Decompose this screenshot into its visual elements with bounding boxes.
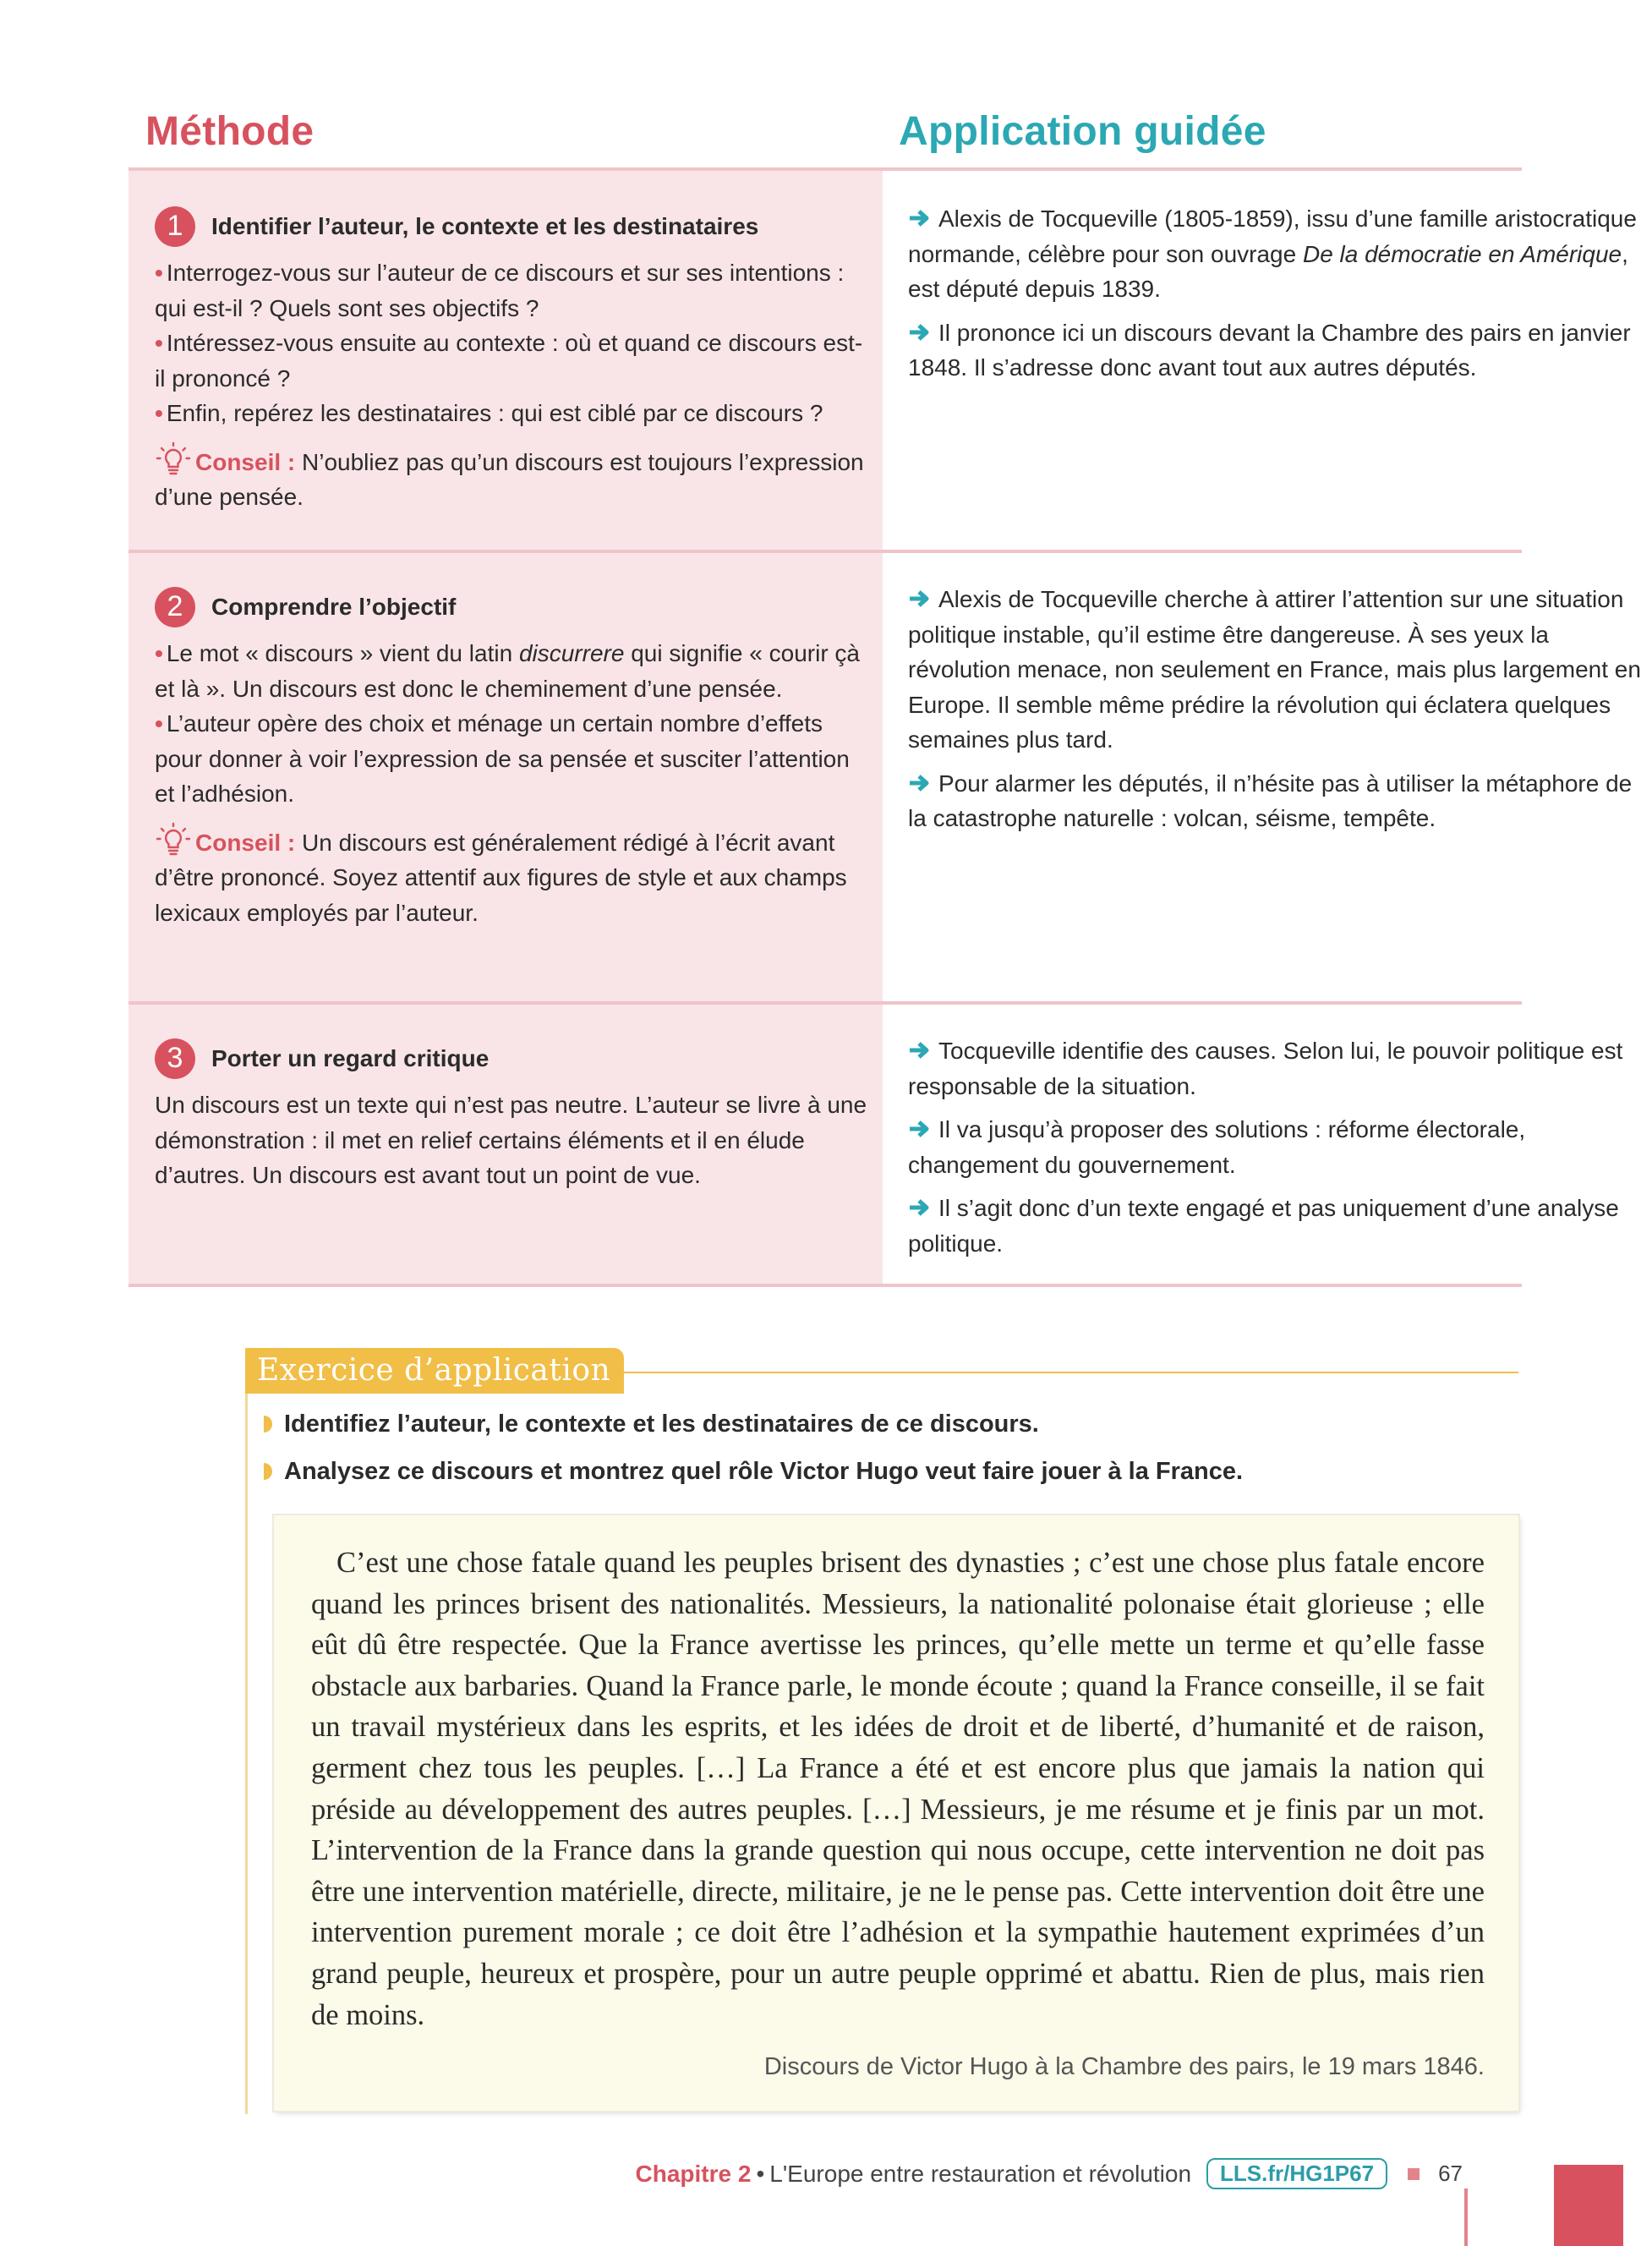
chapter-title: L'Europe entre restauration et révolution (769, 2160, 1192, 2187)
page-number: 67 (1438, 2161, 1463, 2186)
step-title: Identifier l’auteur, le contexte et les destinataires (211, 213, 759, 240)
application-item: Tocqueville identifie des causes. Selon lui, le pouvoir politique est responsable de la situation. (908, 1038, 1623, 1099)
method-panel (129, 553, 883, 1001)
method-content (155, 206, 870, 515)
exercise-question: Analysez ce discours et montrez quel rôle Victor Hugo veut faire jouer à la France. (262, 1458, 1243, 1486)
quote-box (274, 1515, 1518, 2111)
method-row-2 (129, 553, 1641, 1001)
method-content (155, 1038, 870, 1193)
method-content (155, 587, 870, 930)
bullet-item: • L’auteur opère des choix et ménage un certain nombre d’effets pour donner à voir l’expression de sa pensée et susciter l’attention et l’adhésion. (155, 710, 850, 807)
step-number-badge: 1 (155, 206, 195, 247)
exercise-question: Identifiez l’auteur, le contexte et les destinataires de ce discours. (262, 1411, 1039, 1438)
divider (129, 1284, 1522, 1287)
chapter-separator: • (756, 2160, 765, 2187)
bullet-item: • Enfin, repérez les destinataires : qui est ciblé par ce discours ? (155, 400, 823, 426)
arrow-right-icon (908, 1040, 933, 1060)
bullet-item: • Le mot « discours » vient du latin discurrere qui signifie « courir çà et là ». Un discours est donc le cheminement d’une pensée. (155, 640, 860, 702)
application-item: Il va jusqu’à proposer des solutions : réforme électorale, changement du gouvernement. (908, 1116, 1526, 1178)
application-content (908, 1033, 1652, 1269)
method-panel (129, 1005, 883, 1284)
corner-tab (1554, 2165, 1623, 2246)
arrow-right-icon (908, 322, 933, 342)
arrow-right-icon (908, 1197, 933, 1218)
arrow-right-icon (908, 1119, 933, 1139)
exercise-side-rule (245, 1394, 248, 2114)
method-row-1 (129, 171, 1637, 550)
lightbulb-icon (155, 441, 192, 479)
application-content (908, 582, 1652, 845)
quote-source: Discours de Victor Hugo à la Chambre des pairs, le 19 mars 1846. (763, 2053, 1485, 2080)
method-panel (129, 171, 883, 550)
application-heading: Application guidée (899, 109, 1266, 154)
arrow-right-icon (908, 208, 933, 228)
conseil-tip: Conseil : Un discours est généralement rédigé à l’écrit avant d’être prononcé. Soyez attentif aux figures de style et aux champs lexicaux employés par l’auteur. (155, 822, 870, 931)
application-item: Il s’agit donc d’un texte engagé et pas uniquement d’une analyse politique. (908, 1195, 1619, 1257)
bullet-item: • Interrogez-vous sur l’auteur de ce discours et sur ses intentions : qui est-il ? Quels sont ses objectifs ? (155, 260, 845, 321)
arrow-right-icon (908, 773, 933, 793)
lightbulb-icon (155, 822, 192, 859)
page-footer (636, 2158, 1463, 2189)
step-title: Comprendre l’objectif (211, 594, 457, 621)
conseil-tip: Conseil : N’oubliez pas qu’un discours est toujours l’expression d’une pensée. (155, 441, 870, 515)
bullet-item: • Intéressez-vous ensuite au contexte : où et quand ce discours est-il prononcé ? (155, 330, 863, 392)
step-number-badge: 3 (155, 1038, 195, 1079)
footer-bar (1464, 2188, 1468, 2246)
application-item: Pour alarmer les députés, il n’hésite pas à utiliser la métaphore de la catastrophe naturelle : volcan, séisme, tempête. (908, 770, 1633, 831)
lls-link[interactable]: LLS.fr/HG1P67 (1206, 2158, 1387, 2189)
footer-marker (1408, 2168, 1420, 2180)
exercise-tab (245, 1348, 624, 1394)
half-circle-bullet-icon (262, 1461, 272, 1482)
application-item: Alexis de Tocqueville (1805-1859), issu d’une famille aristocratique normande, célèbre pour son ouvrage De la démocratie en Amérique, est député depuis 1839. (908, 205, 1637, 302)
step-number-badge: 2 (155, 587, 195, 627)
step-body: Un discours est un texte qui n’est pas neutre. L’auteur se livre à une démonstration : il met en relief certains éléments et il en élude d’autres. Un discours est avant tout un point de vue. (155, 1092, 867, 1188)
half-circle-bullet-icon (262, 1414, 272, 1434)
application-item: Alexis de Tocqueville cherche à attirer l’attention sur une situation politique instable, qu’il estime être dangereuse. À ses yeux la révolution menace, non seulement en France, mais plus largement en Europe. Il semble même prédire la révolution qui éclatera quelques semaines plus tard. (908, 586, 1641, 753)
methode-heading: Méthode (145, 109, 315, 154)
exercise-title: Exercice d’application (257, 1353, 611, 1388)
exercise-rule (624, 1372, 1518, 1373)
application-content (908, 201, 1652, 394)
arrow-right-icon (908, 589, 933, 609)
application-item: Il prononce ici un discours devant la Chambre des pairs en janvier 1848. Il s’adresse donc avant tout aux autres députés. (908, 319, 1631, 381)
quote-text: C’est une chose fatale quand les peuples brisent des dynasties ; c’est une chose plus fatale encore quand les princes brisent des nationalités. Messieurs, la nationalité polonaise était glorieuse ; elle eût dû être respectée. Que la France avertisse les princes, qu’elle mette un terme et qu’elle fasse obstacle aux barbaries. Quand la France parle, le monde écoute ; quand la France conseille, il se fait un travail mystérieux dans les esprits, et les idées de droit et de liberté, d’humanité et de raison, germent chez tous les peuples. […] La France a été et est encore plus que jamais la nation qui préside au développement des autres peuples. […] Messieurs, je me résume et je finis par un mot. L’intervention de la France dans la grande question qui nous occupe, cette intervention ne doit pas être une intervention matérielle, directe, militaire, je ne le pense pas. Cette intervention doit être une intervention purement morale ; ce doit être l’adhésion et la sympathie hautement exprimées d’un grand peuple, heureux et prospère, pour un autre peuple opprimé et abattu. Rien de plus, mais rien de moins. (311, 1547, 1485, 2031)
step-title: Porter un regard critique (211, 1045, 490, 1072)
chapter-label: Chapitre 2 (635, 2160, 752, 2187)
method-row-3 (129, 1005, 1623, 1284)
